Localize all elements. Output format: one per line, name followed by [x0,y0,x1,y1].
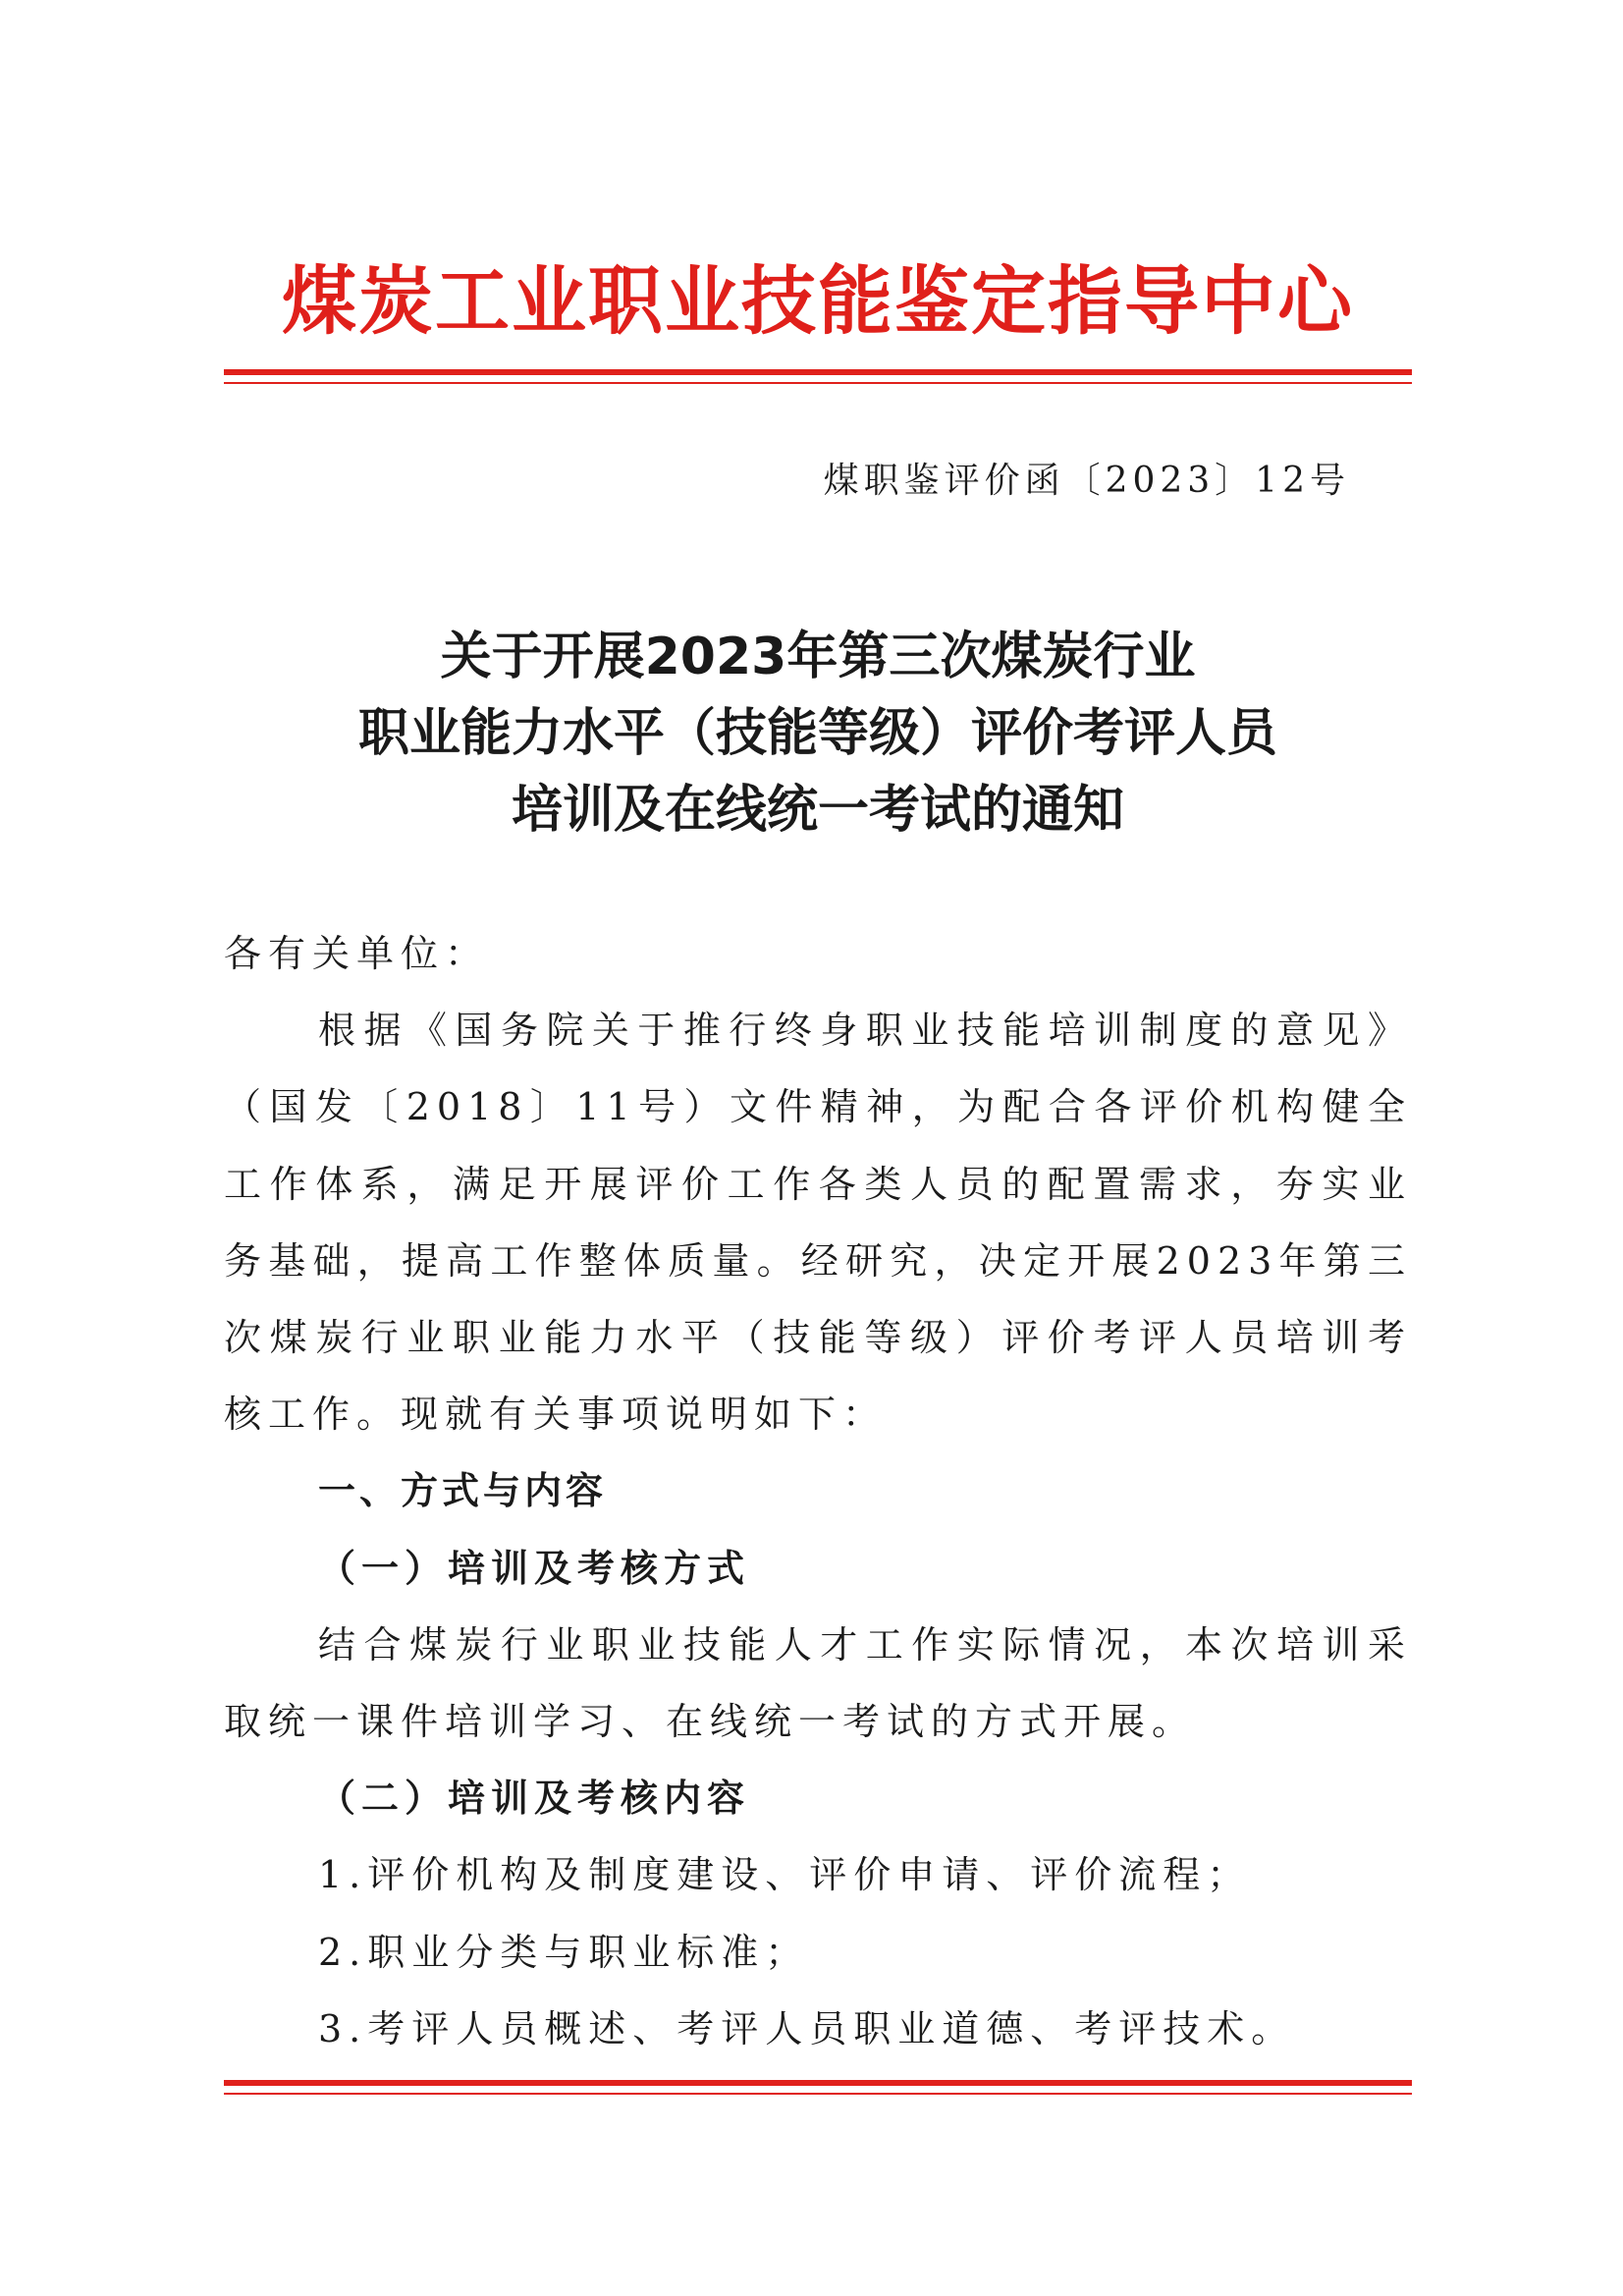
list-item: 1.评价机构及制度建设、评价申请、评价流程； [318,1853,1252,1897]
masthead-rule-thin [224,382,1412,384]
title-line-3: 培训及在线统一考试的通知 [511,781,1124,840]
intro-paragraph: 根据《国务院关于推行终身职业技能培训制度的意见》（国发〔2018〕11号）文件精神，为配合各评价机构健全工作体系，满足开展评价工作各类人员的配置需求，夯实业务基础，提高工作整体质量。经研究，决定开展2023年第三次煤炭行业职业能力水平（技能等级）评价考评人员培训考核工作。现就有关事项说明如下： [224,1009,1412,1437]
footer-rule-thin [224,2093,1412,2095]
title-line-2: 职业能力水平（技能等级）评价考评人员 [357,704,1277,763]
list-item: 2.职业分类与职业标准； [318,1930,810,1974]
list-item: 3.考评人员概述、考评人员职业道德、考评技术。 [318,2006,1296,2050]
document-number: 煤职鉴评价函〔2023〕12号 [823,461,1350,501]
masthead-title: 煤炭工业职业技能鉴定指导中心 [282,257,1354,345]
section-1-heading: 一、方式与内容 [318,1469,608,1513]
salutation: 各有关单位： [224,932,490,975]
subsection-2-heading: （二）培训及考核内容 [318,1776,751,1821]
masthead-rule-thick [224,369,1412,375]
footer-rule-thick [224,2080,1412,2086]
subsection-1-text: 结合煤炭行业职业技能人才工作实际情况，本次培训采取统一课件培训学习、在线统一考试的方式开展。 [224,1622,1412,1744]
title-line-1: 关于开展2023年第三次煤炭行业 [440,628,1196,686]
document-title [224,619,1412,848]
document-body [224,915,1412,2067]
subsection-1-heading: （一）培训及考核方式 [318,1545,751,1590]
